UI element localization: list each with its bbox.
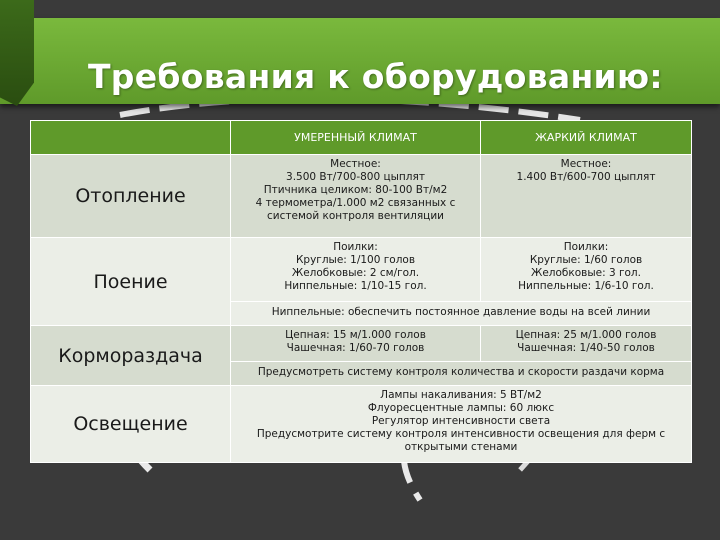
header-moderate-climate: УМЕРЕННЫЙ КЛИМАТ bbox=[231, 121, 481, 155]
page-title: Требования к оборудованию: bbox=[88, 57, 663, 96]
heating-hot bbox=[481, 155, 692, 238]
cell-line: Круглые: 1/100 голов bbox=[295, 254, 416, 266]
row-label-lighting: Освещение bbox=[31, 386, 231, 463]
feeding-note: Предусмотреть систему контроля количества и скорости раздачи корма bbox=[231, 362, 692, 386]
row-feeding bbox=[31, 326, 692, 362]
cell-line: Ниппельные: 1/6-10 гол. bbox=[518, 280, 654, 292]
heating-moderate bbox=[231, 155, 481, 238]
lighting-combined bbox=[231, 386, 692, 463]
feeding-hot bbox=[481, 326, 692, 362]
header-corner bbox=[31, 121, 231, 155]
cell-line: 3.500 Вт/700-800 цыплят bbox=[286, 171, 425, 183]
cell-line: 1.400 Вт/600-700 цыплят bbox=[516, 171, 656, 183]
cell-line: Поилки: bbox=[333, 241, 378, 253]
header-hot-climate: ЖАРКИЙ КЛИМАТ bbox=[481, 121, 692, 155]
cell-line: Поилки: bbox=[563, 241, 609, 253]
title-bar bbox=[0, 18, 720, 104]
cell-line: системой контроля вентиляции bbox=[267, 210, 444, 222]
requirements-table bbox=[30, 120, 692, 463]
row-label-heating: Отопление bbox=[31, 155, 231, 238]
cell-line: Круглые: 1/60 голов bbox=[529, 254, 643, 266]
cell-line: Желобковые: 2 см/гол. bbox=[291, 267, 420, 279]
cell-line: Птичника целиком: 80-100 Вт/м2 bbox=[263, 184, 448, 196]
cell-line: Предусмотрите систему контроля интенсивности освещения для ферм с bbox=[256, 428, 666, 440]
cell-line: Цепная: 25 м/1.000 голов bbox=[515, 329, 657, 341]
cell-line: Ниппельные: 1/10-15 гол. bbox=[284, 280, 427, 292]
watering-moderate bbox=[231, 238, 481, 302]
cell-line: Местное: bbox=[330, 158, 381, 170]
watering-note: Ниппельные: обеспечить постоянное давление воды на всей линии bbox=[231, 302, 692, 326]
row-label-watering: Поение bbox=[31, 238, 231, 326]
row-lighting bbox=[31, 386, 692, 463]
cell-line: Местное: bbox=[560, 158, 612, 170]
cell-line: Чашечная: 1/40-50 голов bbox=[517, 342, 655, 354]
cell-line: открытыми стенами bbox=[404, 441, 518, 453]
cell-line: Флуоресцентные лампы: 60 люкс bbox=[367, 402, 555, 414]
row-heating bbox=[31, 155, 692, 238]
cell-line: Регулятор интенсивности света bbox=[371, 415, 551, 427]
watering-hot bbox=[481, 238, 692, 302]
cell-line: 4 термометра/1.000 м2 связанных с bbox=[255, 197, 456, 209]
cell-line: Желобковые: 3 гол. bbox=[531, 267, 641, 279]
cell-line: Чашечная: 1/60-70 голов bbox=[286, 342, 425, 354]
table-header-row bbox=[31, 121, 692, 155]
cell-line: Лампы накаливания: 5 ВТ/м2 bbox=[380, 389, 542, 401]
cell-line: Цепная: 15 м/1.000 голов bbox=[285, 329, 426, 341]
feeding-moderate bbox=[231, 326, 481, 362]
row-label-feeding: Кормораздача bbox=[31, 326, 231, 386]
row-watering bbox=[31, 238, 692, 302]
